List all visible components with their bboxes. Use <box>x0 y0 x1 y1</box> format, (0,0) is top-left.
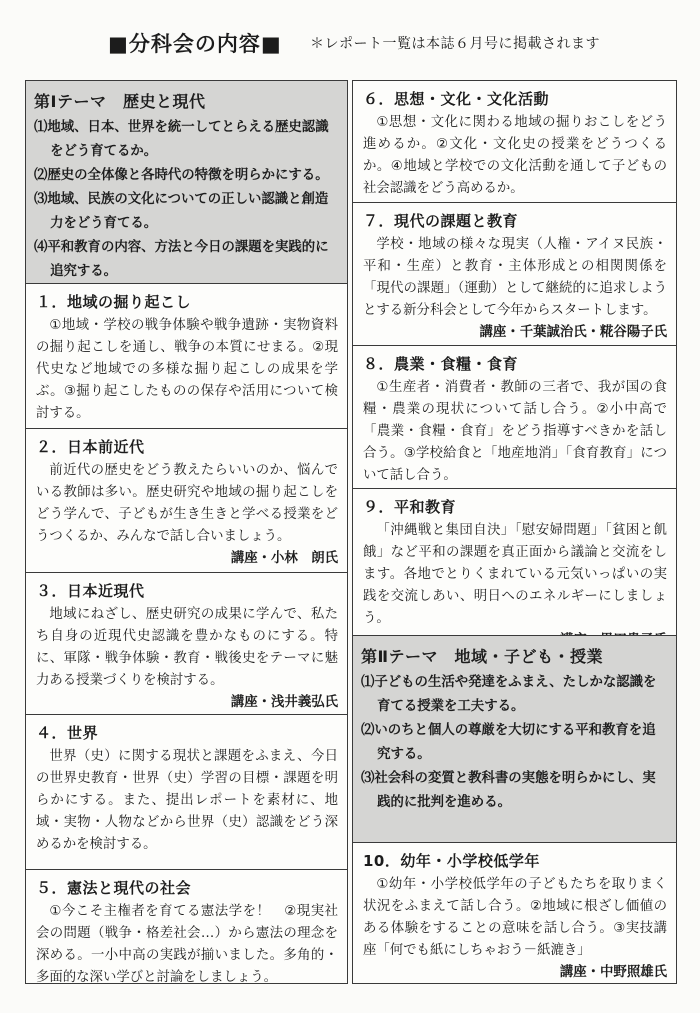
section-10-title: 10．幼年・小学校低学年 <box>363 852 540 870</box>
section-6-box <box>352 80 677 203</box>
section-7-body: 学校・地域の様々な現実（人権・アイヌ民族・平和・生産）と教育・主体形成との相関関係を「現代の課題」（運動）として継続的に追求しようとする新分科会として今年からスタートします。 <box>363 237 667 318</box>
section-3-box <box>25 572 348 715</box>
section-2-body: 前近代の歴史をどう教えたらいいのか、悩んでいる教師は多い。歴史研究や地域の掘り起こしをどう学んで、子どもが生き生きと学べる授業をどうつくるか、みんなで話し合いましょう。 <box>36 463 338 544</box>
theme-1-item-4: ⑷平和教育の内容、方法と今日の課題を実践的に追究する。 <box>34 240 329 279</box>
theme-2-item-1: ⑴子どもの生活や発達をふまえ、たしかな認識を育てる授業を工夫する。 <box>361 675 657 714</box>
section-3-title: ３．日本近現代 <box>36 582 145 600</box>
section-1-title: １．地域の掘り起こし <box>36 293 192 311</box>
section-7-lecturer: 講座・千葉誠治氏・糀谷陽子氏 <box>479 325 667 340</box>
section-4-title: ４．世界 <box>36 724 99 742</box>
section-2-lecturer: 講座・小林 朗氏 <box>230 551 338 566</box>
section-5-body: ①今こそ主権者を育てる憲法学を！ ②現実社会の問題（戦争・格差社会…）から憲法の理念を深める。一小中高の実践が揃いました。多角的・多面的な深い学びと討論をしましょう。 <box>36 904 338 985</box>
section-7-title: ７．現代の課題と教育 <box>363 212 519 230</box>
theme-2-item-3: ⑶社会科の変質と教科書の実態を明らかにし、実践的に批判を進める。 <box>361 771 656 810</box>
right-column <box>352 80 677 985</box>
left-column <box>25 80 348 985</box>
section-3-body: 地域にねざし、歴史研究の成果に学んで、私たち自身の近現代史認識を豊かなものにする。特に、軍隊・戦争体験・教育・戦後史をテーマに魅力ある授業づくりを検討する。 <box>36 607 338 688</box>
theme-1-title: 第Ⅰテーマ 歴史と現代 <box>34 92 206 111</box>
section-10-lecturer: 講座・中野照雄氏 <box>559 965 667 980</box>
section-5-box <box>25 869 348 984</box>
theme-1-box <box>25 80 348 284</box>
section-6-title: ６．思想・文化・文化活動 <box>363 90 550 108</box>
section-4-body: 世界（史）に関する現状と課題をふまえ、今日の世界史教育・世界（史）学習の目標・課題を明らかにする。また、提出レポートを素材に、地域・実物・人物などから世界（史）認識をどう深めるかを検討する。 <box>36 749 338 852</box>
theme-2-title: 第Ⅱテーマ 地域・子ども・授業 <box>361 647 604 666</box>
section-9-title: ９．平和教育 <box>363 498 457 516</box>
page-header <box>108 28 668 60</box>
section-4-box <box>25 714 348 870</box>
section-2-title: ２．日本前近代 <box>36 438 145 456</box>
section-8-body: ①生産者・消費者・教師の三者で、我が国の食糧・農業の現状について話し合う。②小中高で「農業・食糧・食育」をどう指導すべきかを話し合う。③学校給食と「地産地消」「食育教育」について話し合う。 <box>363 380 667 483</box>
section-1-body: ①地域・学校の戦争体験や戦争遺跡・実物資料の掘り起こしを通し、戦争の本質にせまる。②現代史など地域での多様な掘り起こしの成果を学ぶ。③掘り起こしたものの保存や活用について検討する。 <box>36 318 338 421</box>
section-1-box <box>25 283 348 429</box>
section-6-body: ①思想・文化に関わる地域の掘りおこしをどう進めるか。②文化・文化史の授業をどうつくるか。④地域と学校での文化活動を通して子どもの社会認識をどう高めるか。 <box>363 115 667 196</box>
section-7-box <box>352 202 677 346</box>
section-8-title: ８．農業・食糧・食育 <box>363 355 519 373</box>
section-10-box <box>352 842 677 984</box>
section-9-body: 「沖縄戦と集団自決」「慰安婦問題」「貧困と飢餓」など平和の課題を真正面から議論と交流をします。各地でとりくまれている元気いっぱいの実践を交流しあい、明日へのエネルギーにしましょう。 <box>363 523 667 626</box>
section-3-lecturer: 講座・浅井義弘氏 <box>230 695 338 710</box>
page-title: ■分科会の内容■ <box>108 32 282 56</box>
theme-1-item-1: ⑴地域、日本、世界を統一してとらえる歴史認識をどう育てるか。 <box>34 120 329 159</box>
section-9-box <box>352 488 677 636</box>
section-8-box <box>352 345 677 489</box>
theme-1-item-3: ⑶地域、民族の文化についての正しい認識と創造力をどう育てる。 <box>34 192 329 231</box>
theme-1-item-2: ⑵歴史の全体像と各時代の特徴を明らかにする。 <box>34 168 329 183</box>
section-5-title: ５．憲法と現代の社会 <box>36 879 192 897</box>
section-10-body: ①幼年・小学校低学年の子どもたちを取りまく状況をふまえて話し合う。②地域に根ざし価値のある体験をすることの意味を話し合う。③実技講座「何でも紙にしちゃおう－紙漉き」 <box>363 877 667 958</box>
theme-2-box <box>352 635 677 843</box>
theme-2-item-2: ⑵いのちと個人の尊厳を大切にする平和教育を追究する。 <box>361 723 656 762</box>
section-2-box <box>25 428 348 573</box>
report-list-note: ＊レポート一覧は本誌６月号に掲載されます <box>310 36 600 52</box>
